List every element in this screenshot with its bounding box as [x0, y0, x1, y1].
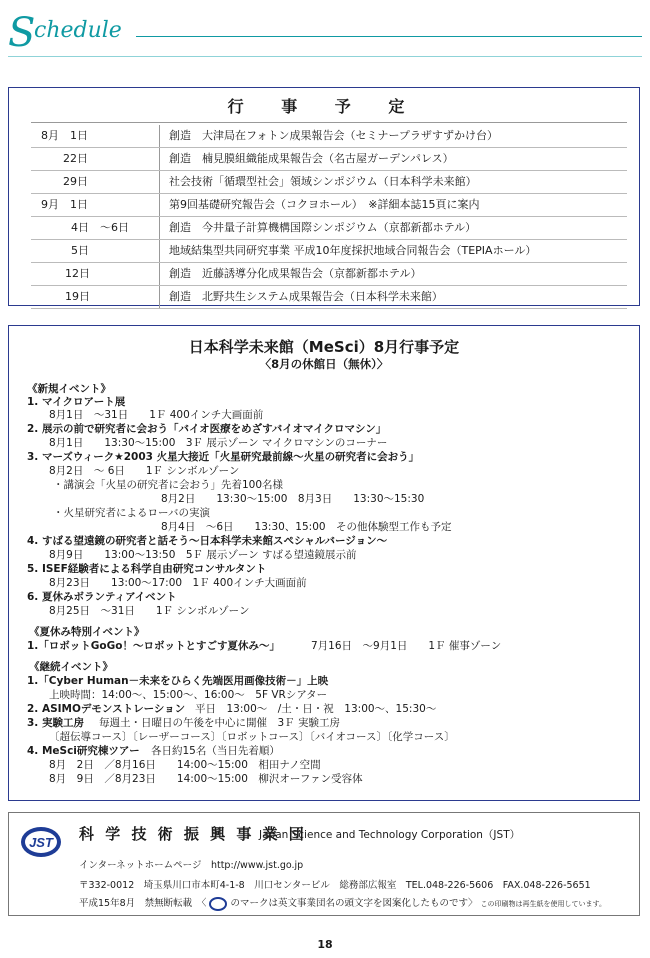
- org-name-japanese: 科 学 技 術 振 興 事 業 団: [79, 825, 307, 843]
- event-detail: 8月23日 13:00～17:00 1Ｆ 400インチ大画面前: [49, 577, 307, 589]
- schedule-row: [31, 286, 627, 309]
- column-divider: [159, 263, 160, 285]
- schedule-row: [31, 240, 627, 263]
- schedule-date: 22日: [63, 152, 88, 165]
- schedule-event: 創造 楠見膜組織能成果報告会（名古屋ガーデンパレス）: [169, 152, 454, 165]
- schedule-row: [31, 171, 627, 194]
- event-detail: 8月2日 13:30～15:00 8月3日 13:30～15:30: [161, 493, 425, 505]
- address-line: 〒332-0012 埼玉県川口市本町4-1-8 川口センタービル 総務部広報室 TEL.048-226-5606 FAX.048-226-5651: [79, 880, 591, 891]
- website-line: インターネットホームページ http://www.jst.go.jp: [79, 860, 304, 871]
- mesci-subtitle: 〈8月の休館日（無休）〉: [259, 357, 389, 371]
- logo-explanation: のマークは英文事業団名の頭文字を図案化したものです〉: [230, 898, 478, 909]
- copyright-line: [79, 895, 606, 911]
- page-number: 18: [317, 938, 333, 951]
- schedule-title: 行 事 予 定: [227, 97, 421, 116]
- event-title: 4. MeSci研究棟ツアー: [27, 745, 140, 757]
- section-heading: 《夏休み特別イベント》: [29, 626, 145, 638]
- column-divider: [159, 240, 160, 262]
- section-heading: 《継続イベント》: [29, 661, 113, 673]
- schedule-event: 創造 北野共生システム成果報告会（日本科学未来館）: [169, 290, 443, 303]
- schedule-row: [31, 194, 627, 217]
- column-divider: [159, 148, 160, 170]
- event-subitem: ・火星研究者によるローバの実演: [53, 507, 210, 519]
- header-rule-bottom: [8, 56, 642, 57]
- schedule-date: 8月 1日: [41, 129, 88, 142]
- copyright-notice: 平成15年8月 禁無断転載 〈: [79, 898, 207, 909]
- column-divider: [159, 125, 160, 147]
- jst-logo-icon: [19, 825, 63, 859]
- schedule-row: [31, 263, 627, 286]
- jst-mark-icon: [209, 897, 227, 911]
- event-title: 2. 展示の前で研究者に会おう「バイオ医療をめざすバイオマイクロマシン」: [27, 423, 387, 435]
- schedule-date: 29日: [63, 175, 88, 188]
- org-name-english: Japan Science and Technology Corporation（JST）: [259, 829, 521, 841]
- schedule-row: [31, 125, 627, 148]
- schedule-date: 4日 ～6日: [71, 221, 129, 234]
- recycled-paper-note: この印刷物は再生紙を使用しています。: [480, 900, 606, 908]
- schedule-event: 地域結集型共同研究事業 平成10年度採択地域合同報告会（TEPIAホール）: [169, 244, 537, 257]
- event-detail: 8月9日 13:00～13:50 5Ｆ 展示ゾーン すばる望遠鏡展示前: [49, 549, 357, 561]
- schedule-event: 社会技術「循環型社会」領域シンポジウム（日本科学未来館）: [169, 175, 477, 188]
- mesci-events-box: [8, 325, 640, 801]
- event-title: 1.「ロボットGoGo！～ロボットとすごす夏休み～」: [27, 640, 280, 652]
- event-detail: 毎週土・日曜日の午後を中心に開催 3Ｆ 実験工房: [99, 717, 341, 729]
- event-title: 3. マーズウィーク★2003 火星大接近「火星研究最前線～火星の研究者に会おう」: [27, 451, 420, 463]
- event-detail: 8月 9日 ／8月23日 14:00～15:00 柳沢オーファン受容体: [49, 773, 363, 785]
- header-rule-top: [136, 36, 642, 37]
- schedule-row: [31, 148, 627, 171]
- event-subitem: ・講演会「火星の研究者に会おう」先着100名様: [53, 479, 284, 491]
- event-schedule-box: [8, 87, 640, 306]
- header-title: chedule: [34, 18, 122, 43]
- schedule-row: [31, 217, 627, 240]
- event-detail: 7月16日 ～9月1日 1Ｆ 催事ゾーン: [311, 640, 502, 652]
- event-title: 6. 夏休みボランティアイベント: [27, 591, 177, 603]
- column-divider: [159, 217, 160, 239]
- column-divider: [159, 286, 160, 308]
- event-detail: 平日 13:00～ /土・日・祝 13:00～、15:30～: [195, 703, 437, 715]
- event-detail: 8月2日 ～ 6日 1Ｆ シンボルゾーン: [49, 465, 240, 477]
- event-detail: 各日約15名（当日先着順）: [151, 745, 280, 757]
- mesci-title: 日本科学未来館（MeSci）8月行事予定: [188, 338, 460, 356]
- event-title: 5. ISEF経験者による科学自由研究コンサルタント: [27, 563, 267, 575]
- schedule-date: 5日: [71, 244, 89, 257]
- event-title: 4. すばる望遠鏡の研究者と話そう～日本科学未来館スペシャルバージョン～: [27, 535, 388, 547]
- publisher-footer: [8, 812, 640, 916]
- schedule-event: 創造 大津局在フォトン成果報告会（セミナープラザすずかけ台）: [169, 129, 499, 142]
- schedule-header: [8, 10, 642, 56]
- event-title: 3. 実験工房: [27, 717, 84, 729]
- svg-text:JST: JST: [29, 835, 53, 850]
- column-divider: [159, 194, 160, 216]
- event-detail: 8月1日 13:30～15:00 3Ｆ 展示ゾーン マイクロマシンのコーナー: [49, 437, 388, 449]
- event-detail: 上映時間：14:00～、15:00～、16:00～ 5F VRシアター: [49, 689, 328, 701]
- schedule-table: [31, 125, 627, 309]
- schedule-event: 創造 今井量子計算機構国際シンポジウム（京都新都ホテル）: [169, 221, 477, 234]
- column-divider: [159, 171, 160, 193]
- schedule-event: 第9回基礎研究報告会（コクヨホール） ※詳細本誌15頁に案内: [169, 198, 480, 211]
- schedule-date: 12日: [65, 267, 90, 280]
- schedule-date: 19日: [65, 290, 90, 303]
- schedule-event: 創造 近藤誘導分化成果報告会（京都新都ホテル）: [169, 267, 422, 280]
- event-detail: 8月 2日 ／8月16日 14:00～15:00 相田ナノ空間: [49, 759, 321, 771]
- schedule-date: 9月 1日: [41, 198, 88, 211]
- event-detail: 8月4日 ～6日 13:30、15:00 その他体験型工作も予定: [161, 521, 452, 533]
- event-detail: 8月25日 ～31日 1Ｆ シンボルゾーン: [49, 605, 250, 617]
- section-heading: 《新規イベント》: [27, 383, 111, 395]
- event-detail: 8月1日 ～31日 1Ｆ 400インチ大画面前: [49, 409, 264, 421]
- schedule-title-rule: [31, 122, 627, 123]
- event-detail: 〔超伝導コース〕〔レーザーコース〕〔ロボットコース〕〔バイオコース〕〔化学コース〕: [49, 731, 455, 743]
- event-title: 1.「Cyber Human－未来をひらく先端医用画像技術－」上映: [27, 675, 329, 687]
- event-title: 1. マイクロアート展: [27, 396, 126, 408]
- header-initial: S: [8, 10, 36, 56]
- event-title: 2. ASIMOデモンストレーション: [27, 703, 186, 715]
